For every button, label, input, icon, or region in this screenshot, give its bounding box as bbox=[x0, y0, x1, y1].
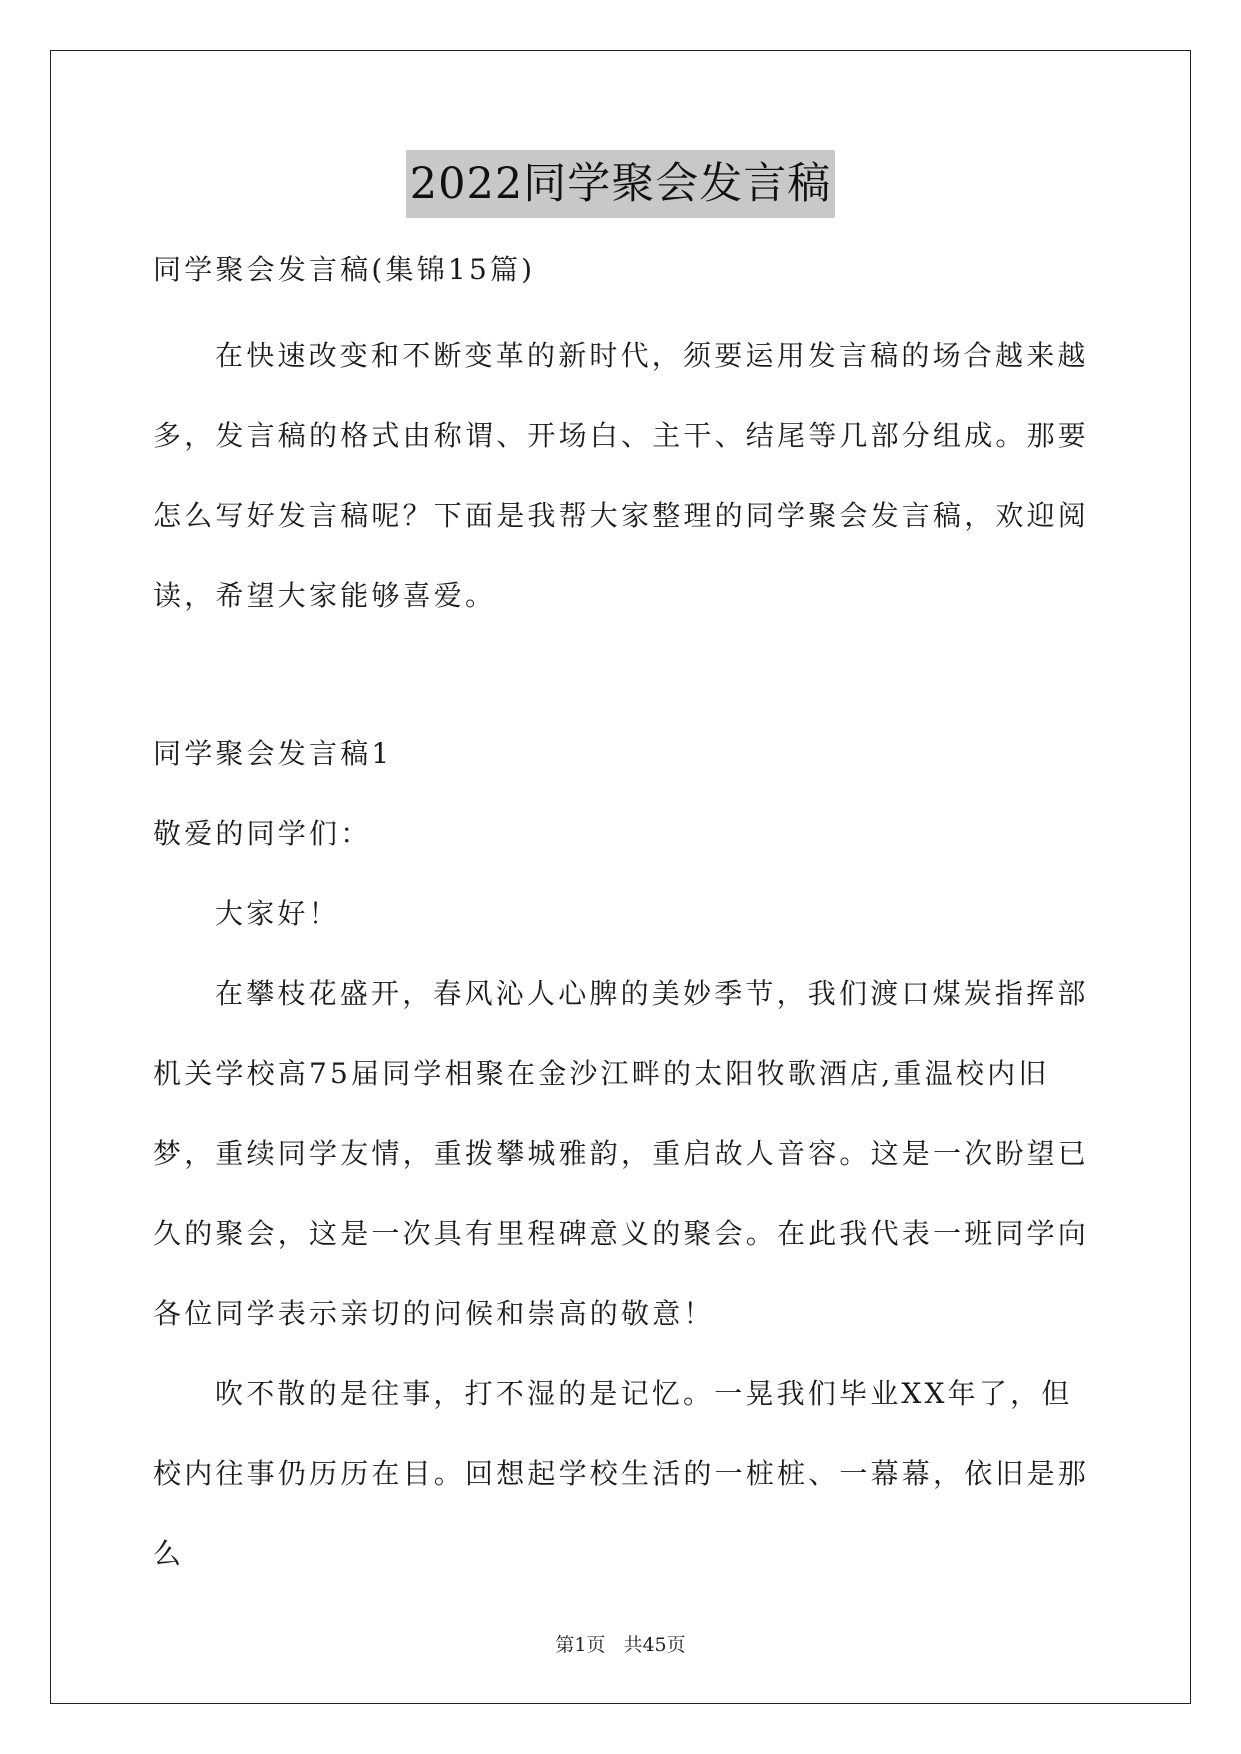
spacer bbox=[153, 636, 1093, 714]
section-heading: 同学聚会发言稿1 bbox=[153, 737, 393, 770]
greeting: 大家好！ bbox=[215, 897, 340, 930]
page-number: 第1页 bbox=[555, 1634, 606, 1656]
intro-paragraph: 在快速改变和不断变革的新时代，须要运用发言稿的场合越来越多，发言稿的格式由称谓、开场白、主干、结尾等几部分组成。那要怎么写好发言稿呢？下面是我帮大家整理的同学聚会发言稿，欢迎阅读，希望大家能够喜爱。 bbox=[153, 339, 1090, 612]
title-container bbox=[0, 150, 1241, 218]
document-title: 2022同学聚会发言稿 bbox=[406, 150, 835, 218]
body-paragraph: 吹不散的是往事，打不湿的是记忆。一晃我们毕业XX年了，但校内往事仍历历在目。回想起学校生活的一桩桩、一幕幕，依旧是那么 bbox=[153, 1377, 1090, 1570]
page-footer bbox=[0, 1630, 1241, 1657]
salutation: 敬爱的同学们： bbox=[153, 817, 372, 850]
body-paragraph: 在攀枝花盛开，春风沁人心脾的美妙季节，我们渡口煤炭指挥部机关学校高75届同学相聚在金沙江畔的太阳牧歌酒店,重温校内旧梦，重续同学友情，重拨攀城雅韵，重启故人音容。这是一次盼望已久的聚会，这是一次具有里程碑意义的聚会。在此我代表一班同学向各位同学表示亲切的问候和崇高的敬意！ bbox=[153, 977, 1090, 1330]
subtitle: 同学聚会发言稿(集锦15篇) bbox=[153, 253, 536, 286]
total-pages: 共45页 bbox=[623, 1634, 686, 1656]
document-body bbox=[153, 230, 1093, 1594]
